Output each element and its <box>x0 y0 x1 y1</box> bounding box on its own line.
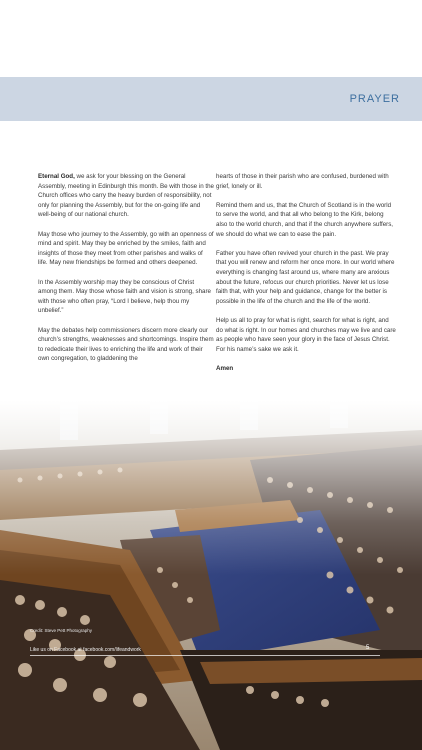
prayer-paragraph: May those who journey to the Assembly, go with an openness of mind and spirit. May they be enriched by the smiles, faith and insights of those they meet from other parishes and walks of life. May new friendships be formed and others deepened. <box>38 230 214 267</box>
prayer-paragraph <box>38 172 214 220</box>
prayer-paragraph: Remind them and us, that the Church of Scotland is in the world to serve the world, and that all who belong to the Kirk, belong also to the world church, and that if the church anywhere suffers, we should do what we can to ease the pain. <box>216 201 394 238</box>
prayer-paragraph <box>216 316 396 345</box>
prayer-text: Help us all to pray for what is right, search for what is right, and do what is right. In our homes and churches may we live and care as people who have seen your glory in the face of Jesus Christ. <box>216 316 396 344</box>
page-number: 5 <box>366 645 370 651</box>
assembly-hall-photo <box>0 400 422 750</box>
section-header-band <box>0 77 422 121</box>
prayer-paragraph: Father you have often revived your church in the past. We pray that you will renew and reform her once more. In our world where everything is changing fast around us, where many are anxious about the future, refocus our church priorities. Never let us lose faith that, with your help and guidance, change for the better is possible in the life of the church and the life of the world. <box>216 249 395 305</box>
footer-divider <box>30 655 380 656</box>
photo-credit: Credit: Steve Pett Photography <box>30 628 93 633</box>
prayer-text: we ask for your blessing on the General Assembly, meeting in Edinburgh this month. Be with those in the Church offices who carry the heavy burden of responsibility, not only for planning the Assembly, but for the on-going life and well-being of our national church. <box>38 173 214 219</box>
prayer-paragraph: hearts of those in their parish who are confused, burdened with grief, lonely or ill. <box>216 173 389 190</box>
prayer-right-column <box>216 172 396 383</box>
footer-facebook-link[interactable]: Like us on Facebook at facebook.com/lifeandwork <box>30 647 141 653</box>
prayer-left-column <box>38 172 214 373</box>
section-title: PRAYER <box>349 93 400 105</box>
amen-label <box>216 364 396 374</box>
prayer-paragraph: In the Assembly worship may they be conscious of Christ among them. May those whose faith and vision is strong, share with those who often pray, “Lord I believe, help thou my unbelief.” <box>38 278 211 315</box>
amen-text: Amen <box>216 364 234 372</box>
prayer-opening: Eternal God, <box>38 173 75 180</box>
prayer-paragraph: May the debates help commissioners discern more clearly our church’s strengths, weaknesses and shortcomings. Inspire them to rededicate their lives to enriching the life and work of their own congregation, to gladdening the <box>38 326 214 363</box>
prayer-closing-line: For his name’s sake we ask it. <box>216 345 299 353</box>
top-margin <box>0 0 422 77</box>
